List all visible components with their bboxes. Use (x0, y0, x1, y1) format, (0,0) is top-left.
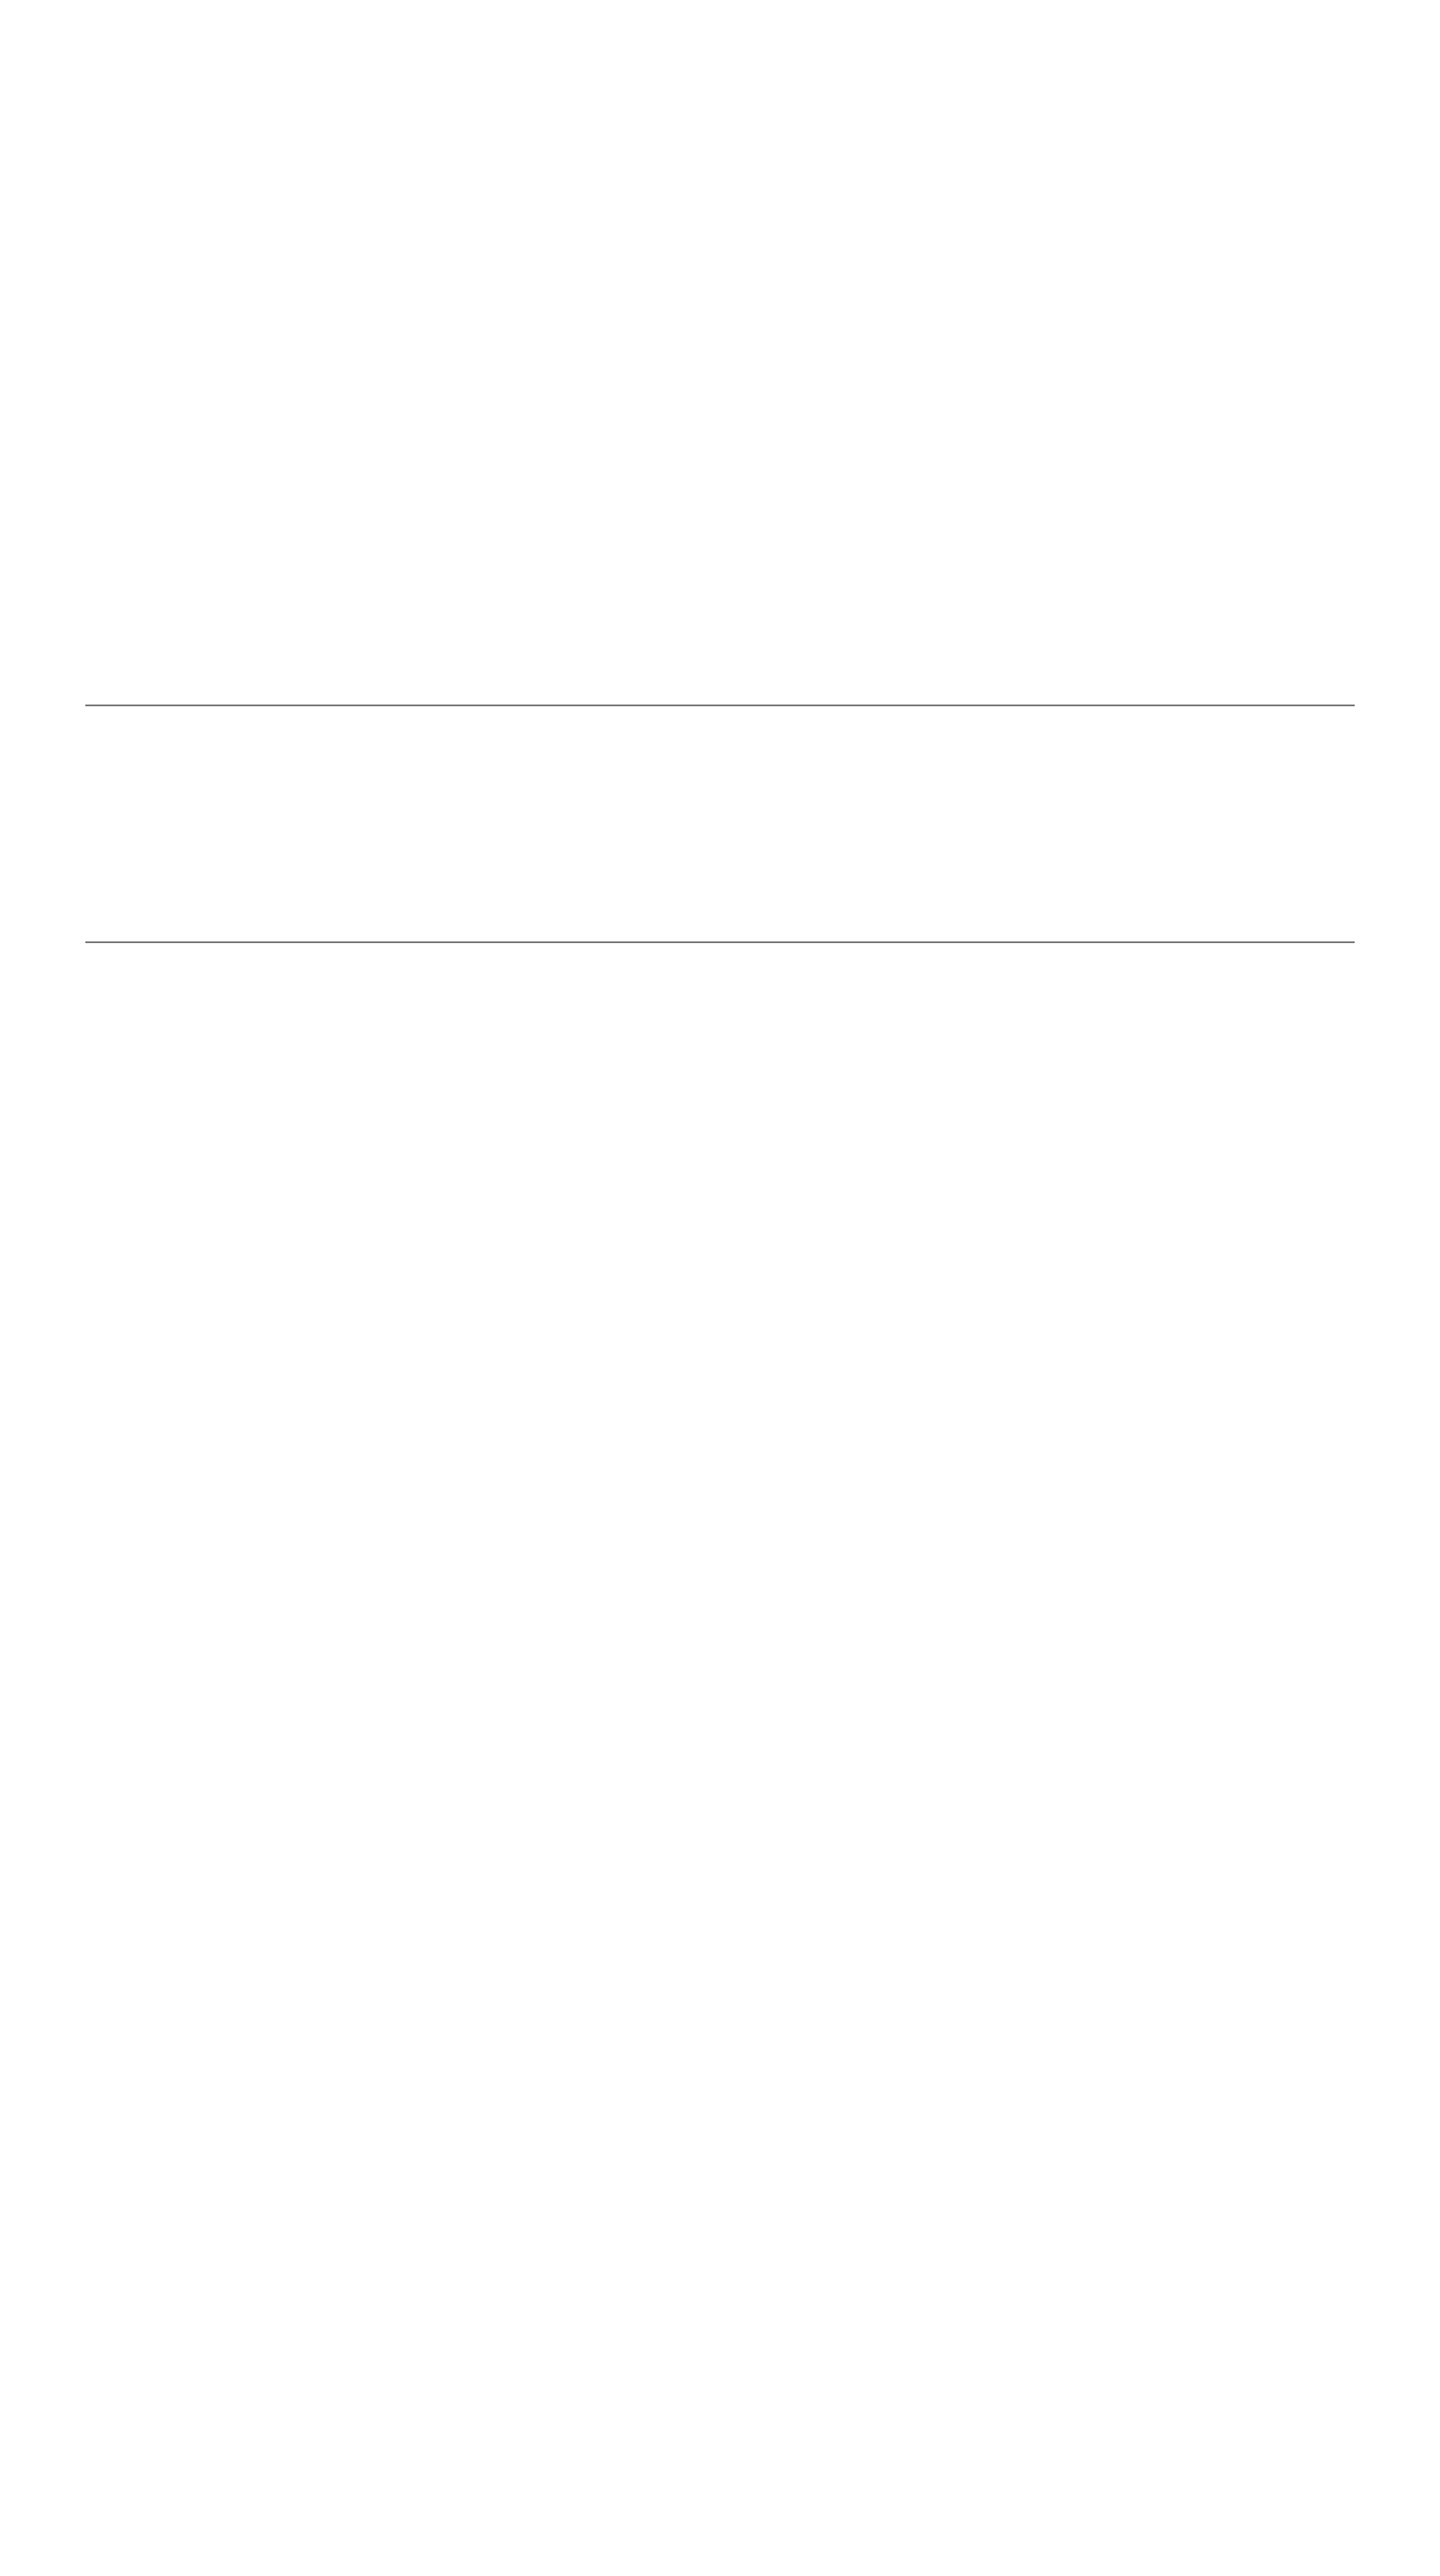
section-divider-top (85, 705, 1355, 706)
section-divider-bottom (85, 941, 1355, 943)
